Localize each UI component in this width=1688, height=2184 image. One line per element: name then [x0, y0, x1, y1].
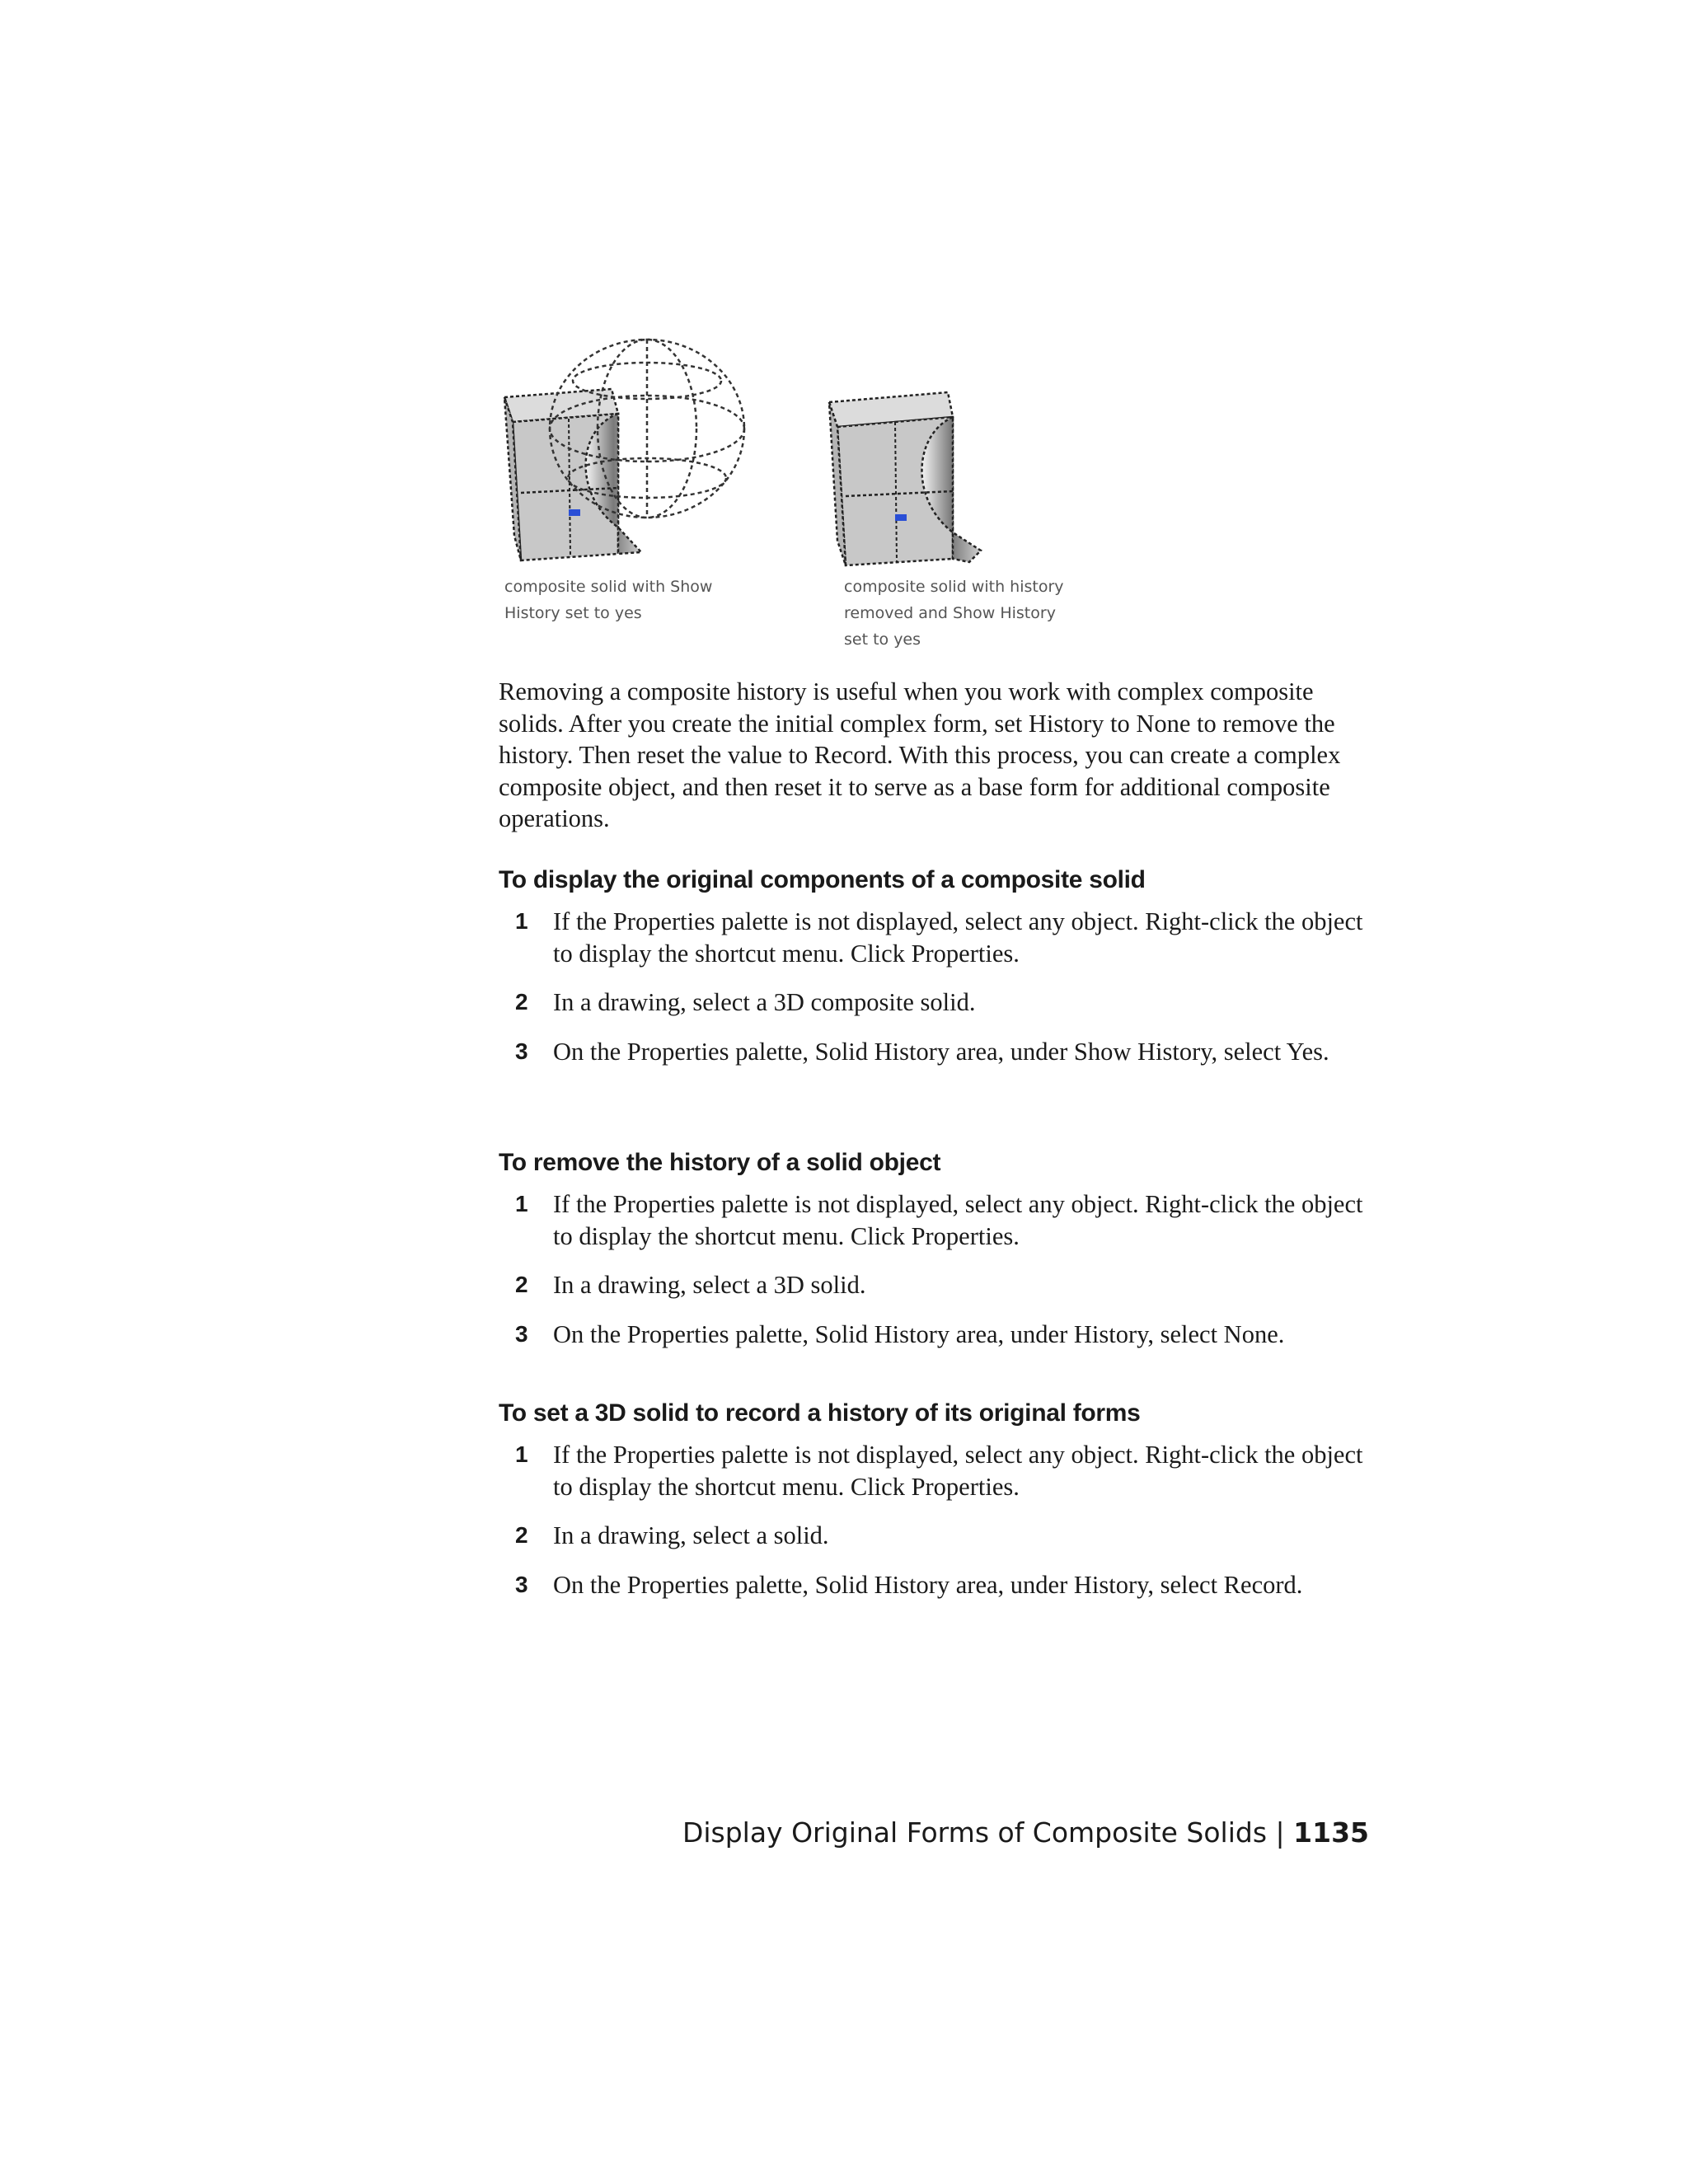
section-record-history [499, 1398, 1405, 1618]
step-item [499, 1319, 1372, 1351]
composite-solid-image [824, 338, 1096, 569]
step-list [499, 1188, 1405, 1350]
section-display-original-components [499, 865, 1405, 1085]
composite-solid-with-sphere-image [495, 338, 767, 569]
step-item [499, 1439, 1372, 1502]
section-heading: To display the original components of a composite solid [499, 866, 1146, 893]
page-number: 1135 [1293, 1816, 1369, 1849]
step-text: In a drawing, select a 3D solid. [553, 1271, 866, 1299]
step-number: 1 [515, 1191, 528, 1216]
footer-separator: | [1267, 1816, 1294, 1849]
step-number: 2 [515, 1522, 528, 1548]
step-list [499, 1439, 1405, 1601]
step-number: 1 [515, 1441, 528, 1467]
step-item [499, 1188, 1372, 1252]
step-number: 3 [515, 1320, 528, 1347]
step-item [499, 1569, 1372, 1601]
figure-caption: composite solid with history removed and Show History set to yes [844, 578, 1064, 649]
step-number: 2 [515, 989, 528, 1015]
step-list [499, 906, 1405, 1067]
step-text: On the Properties palette, Solid History area, under History, select Record. [553, 1570, 1303, 1599]
step-number: 3 [515, 1571, 528, 1597]
step-number: 1 [515, 908, 528, 934]
step-number: 3 [515, 1038, 528, 1064]
step-item [499, 1036, 1372, 1068]
step-item [499, 1269, 1372, 1301]
step-text: If the Properties palette is not displayed, select any object. Right-click the object to display the shortcut menu. Click Properties. [553, 907, 1363, 968]
step-text: On the Properties palette, Solid History area, under Show History, select Yes. [553, 1037, 1329, 1066]
grip-marker-icon [569, 509, 580, 516]
step-text: On the Properties palette, Solid History area, under History, select None. [553, 1319, 1285, 1348]
section-heading: To remove the history of a solid object [499, 1149, 941, 1176]
step-number: 2 [515, 1272, 528, 1297]
figure-caption: composite solid with Show History set to yes [504, 578, 713, 622]
grip-marker-icon [895, 514, 907, 521]
figure-composite-history-removed [824, 338, 1104, 653]
step-item [499, 1520, 1372, 1552]
step-item [499, 987, 1372, 1019]
footer-title: Display Original Forms of Composite Solids [682, 1816, 1268, 1849]
section-remove-history [499, 1147, 1405, 1367]
step-text: If the Properties palette is not displayed, select any object. Right-click the object to display the shortcut menu. Click Properties. [553, 1441, 1363, 1501]
step-text: If the Properties palette is not displayed, select any object. Right-click the object to display the shortcut menu. Click Properties. [553, 1190, 1363, 1250]
step-text: In a drawing, select a 3D composite solid. [553, 988, 976, 1016]
step-item [499, 906, 1372, 969]
intro-paragraph: Removing a composite history is useful when you work with complex composite solids. After you create the initial complex form, set History to None to remove the history. Then reset the value to Record. With this process, you can create a complex composite object, and then reset it to serve as a base form for additional composite operations. [499, 677, 1341, 832]
figure-row [495, 338, 1154, 668]
page-footer [495, 1816, 1369, 1849]
figure-composite-with-history [495, 338, 775, 626]
section-heading: To set a 3D solid to record a history of its original forms [499, 1399, 1141, 1427]
step-text: In a drawing, select a solid. [553, 1521, 829, 1549]
